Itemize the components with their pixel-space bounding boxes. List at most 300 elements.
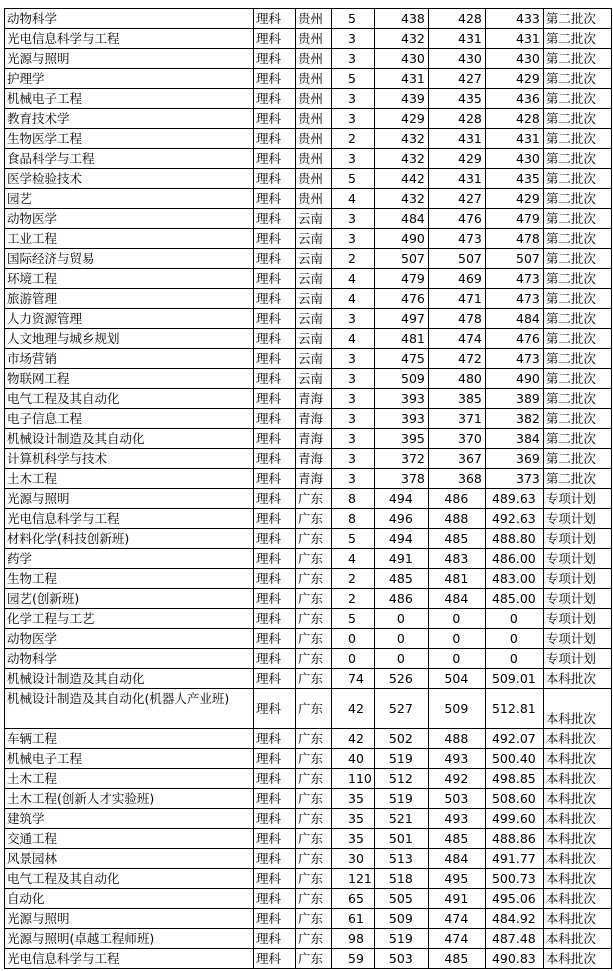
avg-score-cell: 382 xyxy=(485,409,543,429)
category-cell: 理科 xyxy=(254,69,296,89)
avg-score-cell: 436 xyxy=(485,89,543,109)
table-row xyxy=(5,409,612,429)
major-cell: 人力资源管理 xyxy=(5,309,254,329)
max-score-cell: 438 xyxy=(374,9,428,29)
avg-score-cell: 489.63 xyxy=(485,489,543,509)
max-score-cell: 372 xyxy=(374,449,428,469)
batch-cell: 第二批次 xyxy=(543,369,611,389)
batch-cell: 第二批次 xyxy=(543,289,611,309)
table-row xyxy=(5,469,612,489)
batch-cell: 专项计划 xyxy=(543,569,611,589)
batch-cell: 本科批次 xyxy=(543,749,611,769)
max-score-cell: 395 xyxy=(374,429,428,449)
table-row xyxy=(5,809,612,829)
plan-count-cell: 8 xyxy=(332,489,375,509)
batch-cell: 专项计划 xyxy=(543,609,611,629)
major-cell: 光电信息科学与工程 xyxy=(5,949,254,969)
major-cell: 机械设计制造及其自动化 xyxy=(5,669,254,689)
major-cell: 光源与照明 xyxy=(5,489,254,509)
plan-count-cell: 3 xyxy=(332,349,375,369)
batch-cell: 本科批次 xyxy=(543,669,611,689)
max-score-cell: 496 xyxy=(374,509,428,529)
province-cell: 广东 xyxy=(296,729,332,749)
min-score-cell: 503 xyxy=(428,789,485,809)
plan-count-cell: 3 xyxy=(332,389,375,409)
max-score-cell: 527 xyxy=(374,689,428,729)
avg-score-cell: 429 xyxy=(485,69,543,89)
province-cell: 青海 xyxy=(296,469,332,489)
category-cell: 理科 xyxy=(254,289,296,309)
min-score-cell: 492 xyxy=(428,769,485,789)
avg-score-cell: 484 xyxy=(485,309,543,329)
major-cell: 药学 xyxy=(5,549,254,569)
table-row xyxy=(5,489,612,509)
max-score-cell: 509 xyxy=(374,369,428,389)
avg-score-cell: 485.00 xyxy=(485,589,543,609)
major-cell: 动物科学 xyxy=(5,9,254,29)
province-cell: 云南 xyxy=(296,329,332,349)
batch-cell: 第二批次 xyxy=(543,389,611,409)
avg-score-cell: 490.83 xyxy=(485,949,543,969)
category-cell: 理科 xyxy=(254,89,296,109)
table-row xyxy=(5,589,612,609)
max-score-cell: 485 xyxy=(374,569,428,589)
min-score-cell: 435 xyxy=(428,89,485,109)
province-cell: 贵州 xyxy=(296,109,332,129)
province-cell: 贵州 xyxy=(296,189,332,209)
major-cell: 土木工程(创新人才实验班) xyxy=(5,789,254,809)
avg-score-cell: 512.81 xyxy=(485,689,543,729)
plan-count-cell: 3 xyxy=(332,309,375,329)
province-cell: 云南 xyxy=(296,349,332,369)
max-score-cell: 526 xyxy=(374,669,428,689)
plan-count-cell: 5 xyxy=(332,169,375,189)
province-cell: 广东 xyxy=(296,489,332,509)
category-cell: 理科 xyxy=(254,549,296,569)
major-cell: 机械设计制造及其自动化(机器人产业班) xyxy=(5,689,254,729)
max-score-cell: 432 xyxy=(374,129,428,149)
major-cell: 动物医学 xyxy=(5,209,254,229)
table-row xyxy=(5,689,612,729)
province-cell: 贵州 xyxy=(296,89,332,109)
batch-cell: 第二批次 xyxy=(543,89,611,109)
plan-count-cell: 3 xyxy=(332,109,375,129)
batch-cell: 专项计划 xyxy=(543,589,611,609)
avg-score-cell: 384 xyxy=(485,429,543,449)
batch-cell: 第二批次 xyxy=(543,49,611,69)
max-score-cell: 494 xyxy=(374,489,428,509)
min-score-cell: 486 xyxy=(428,489,485,509)
min-score-cell: 484 xyxy=(428,849,485,869)
min-score-cell: 493 xyxy=(428,749,485,769)
min-score-cell: 485 xyxy=(428,529,485,549)
table-row xyxy=(5,889,612,909)
max-score-cell: 509 xyxy=(374,909,428,929)
max-score-cell: 494 xyxy=(374,529,428,549)
max-score-cell: 518 xyxy=(374,869,428,889)
province-cell: 广东 xyxy=(296,889,332,909)
avg-score-cell: 486.00 xyxy=(485,549,543,569)
category-cell: 理科 xyxy=(254,809,296,829)
province-cell: 广东 xyxy=(296,749,332,769)
min-score-cell: 474 xyxy=(428,929,485,949)
plan-count-cell: 35 xyxy=(332,789,375,809)
category-cell: 理科 xyxy=(254,669,296,689)
batch-cell: 第二批次 xyxy=(543,429,611,449)
max-score-cell: 519 xyxy=(374,789,428,809)
plan-count-cell: 4 xyxy=(332,329,375,349)
category-cell: 理科 xyxy=(254,269,296,289)
province-cell: 云南 xyxy=(296,309,332,329)
avg-score-cell: 499.60 xyxy=(485,809,543,829)
min-score-cell: 480 xyxy=(428,369,485,389)
batch-cell: 第二批次 xyxy=(543,109,611,129)
min-score-cell: 385 xyxy=(428,389,485,409)
table-row xyxy=(5,29,612,49)
major-cell: 国际经济与贸易 xyxy=(5,249,254,269)
major-cell: 车辆工程 xyxy=(5,729,254,749)
max-score-cell: 481 xyxy=(374,329,428,349)
table-row xyxy=(5,629,612,649)
max-score-cell: 502 xyxy=(374,729,428,749)
table-row xyxy=(5,369,612,389)
plan-count-cell: 4 xyxy=(332,269,375,289)
max-score-cell: 503 xyxy=(374,949,428,969)
avg-score-cell: 428 xyxy=(485,109,543,129)
category-cell: 理科 xyxy=(254,169,296,189)
max-score-cell: 0 xyxy=(374,649,428,669)
avg-score-cell: 490 xyxy=(485,369,543,389)
province-cell: 广东 xyxy=(296,829,332,849)
category-cell: 理科 xyxy=(254,509,296,529)
batch-cell: 本科批次 xyxy=(543,869,611,889)
min-score-cell: 472 xyxy=(428,349,485,369)
table-row xyxy=(5,389,612,409)
admission-scores-table xyxy=(4,8,612,969)
major-cell: 医学检验技术 xyxy=(5,169,254,189)
plan-count-cell: 8 xyxy=(332,509,375,529)
avg-score-cell: 473 xyxy=(485,349,543,369)
plan-count-cell: 5 xyxy=(332,9,375,29)
plan-count-cell: 65 xyxy=(332,889,375,909)
table-row xyxy=(5,249,612,269)
max-score-cell: 432 xyxy=(374,189,428,209)
avg-score-cell: 476 xyxy=(485,329,543,349)
province-cell: 贵州 xyxy=(296,29,332,49)
min-score-cell: 504 xyxy=(428,669,485,689)
max-score-cell: 484 xyxy=(374,209,428,229)
category-cell: 理科 xyxy=(254,869,296,889)
avg-score-cell: 431 xyxy=(485,129,543,149)
plan-count-cell: 2 xyxy=(332,569,375,589)
avg-score-cell: 487.48 xyxy=(485,929,543,949)
avg-score-cell: 492.63 xyxy=(485,509,543,529)
avg-score-cell: 509.01 xyxy=(485,669,543,689)
major-cell: 物联网工程 xyxy=(5,369,254,389)
batch-cell: 本科批次 xyxy=(543,809,611,829)
category-cell: 理科 xyxy=(254,409,296,429)
major-cell: 机械电子工程 xyxy=(5,749,254,769)
category-cell: 理科 xyxy=(254,569,296,589)
table-row xyxy=(5,329,612,349)
avg-score-cell: 0 xyxy=(485,629,543,649)
category-cell: 理科 xyxy=(254,689,296,729)
category-cell: 理科 xyxy=(254,629,296,649)
plan-count-cell: 0 xyxy=(332,649,375,669)
category-cell: 理科 xyxy=(254,229,296,249)
province-cell: 广东 xyxy=(296,649,332,669)
table-row xyxy=(5,349,612,369)
plan-count-cell: 61 xyxy=(332,909,375,929)
major-cell: 光源与照明 xyxy=(5,49,254,69)
category-cell: 理科 xyxy=(254,789,296,809)
table-row xyxy=(5,789,612,809)
avg-score-cell: 479 xyxy=(485,209,543,229)
province-cell: 青海 xyxy=(296,389,332,409)
category-cell: 理科 xyxy=(254,249,296,269)
category-cell: 理科 xyxy=(254,449,296,469)
table-row xyxy=(5,869,612,889)
plan-count-cell: 59 xyxy=(332,949,375,969)
avg-score-cell: 389 xyxy=(485,389,543,409)
batch-cell: 第二批次 xyxy=(543,29,611,49)
avg-score-cell: 435 xyxy=(485,169,543,189)
max-score-cell: 501 xyxy=(374,829,428,849)
min-score-cell: 478 xyxy=(428,309,485,329)
province-cell: 青海 xyxy=(296,409,332,429)
min-score-cell: 474 xyxy=(428,909,485,929)
avg-score-cell: 495.06 xyxy=(485,889,543,909)
min-score-cell: 431 xyxy=(428,29,485,49)
province-cell: 贵州 xyxy=(296,129,332,149)
min-score-cell: 427 xyxy=(428,189,485,209)
max-score-cell: 479 xyxy=(374,269,428,289)
major-cell: 生物工程 xyxy=(5,569,254,589)
table-row xyxy=(5,149,612,169)
province-cell: 广东 xyxy=(296,769,332,789)
major-cell: 环境工程 xyxy=(5,269,254,289)
min-score-cell: 431 xyxy=(428,129,485,149)
province-cell: 云南 xyxy=(296,269,332,289)
table-row xyxy=(5,169,612,189)
category-cell: 理科 xyxy=(254,209,296,229)
batch-cell: 专项计划 xyxy=(543,629,611,649)
province-cell: 广东 xyxy=(296,509,332,529)
max-score-cell: 378 xyxy=(374,469,428,489)
avg-score-cell: 473 xyxy=(485,269,543,289)
category-cell: 理科 xyxy=(254,349,296,369)
min-score-cell: 368 xyxy=(428,469,485,489)
major-cell: 土木工程 xyxy=(5,469,254,489)
major-cell: 风景园林 xyxy=(5,849,254,869)
min-score-cell: 428 xyxy=(428,9,485,29)
batch-cell: 本科批次 xyxy=(543,729,611,749)
avg-score-cell: 433 xyxy=(485,9,543,29)
table-row xyxy=(5,89,612,109)
min-score-cell: 484 xyxy=(428,589,485,609)
min-score-cell: 473 xyxy=(428,229,485,249)
category-cell: 理科 xyxy=(254,729,296,749)
table-row xyxy=(5,569,612,589)
category-cell: 理科 xyxy=(254,529,296,549)
table-row xyxy=(5,209,612,229)
max-score-cell: 505 xyxy=(374,889,428,909)
min-score-cell: 509 xyxy=(428,689,485,729)
province-cell: 广东 xyxy=(296,849,332,869)
batch-cell: 本科批次 xyxy=(543,829,611,849)
category-cell: 理科 xyxy=(254,649,296,669)
province-cell: 广东 xyxy=(296,949,332,969)
batch-cell: 本科批次 xyxy=(543,769,611,789)
plan-count-cell: 3 xyxy=(332,29,375,49)
max-score-cell: 486 xyxy=(374,589,428,609)
avg-score-cell: 430 xyxy=(485,49,543,69)
batch-cell: 第二批次 xyxy=(543,189,611,209)
province-cell: 云南 xyxy=(296,209,332,229)
major-cell: 机械设计制造及其自动化 xyxy=(5,429,254,449)
table-row xyxy=(5,9,612,29)
major-cell: 食品科学与工程 xyxy=(5,149,254,169)
max-score-cell: 432 xyxy=(374,29,428,49)
table-row xyxy=(5,129,612,149)
table-row xyxy=(5,669,612,689)
province-cell: 广东 xyxy=(296,609,332,629)
province-cell: 广东 xyxy=(296,869,332,889)
table-row xyxy=(5,549,612,569)
category-cell: 理科 xyxy=(254,389,296,409)
batch-cell: 本科批次 xyxy=(543,929,611,949)
category-cell: 理科 xyxy=(254,189,296,209)
table-row xyxy=(5,729,612,749)
category-cell: 理科 xyxy=(254,949,296,969)
province-cell: 贵州 xyxy=(296,149,332,169)
min-score-cell: 507 xyxy=(428,249,485,269)
table-row xyxy=(5,289,612,309)
min-score-cell: 431 xyxy=(428,169,485,189)
min-score-cell: 488 xyxy=(428,509,485,529)
major-cell: 旅游管理 xyxy=(5,289,254,309)
batch-cell: 本科批次 xyxy=(543,909,611,929)
province-cell: 云南 xyxy=(296,229,332,249)
province-cell: 贵州 xyxy=(296,169,332,189)
batch-cell: 第二批次 xyxy=(543,9,611,29)
max-score-cell: 512 xyxy=(374,769,428,789)
province-cell: 广东 xyxy=(296,589,332,609)
batch-cell: 第二批次 xyxy=(543,469,611,489)
min-score-cell: 427 xyxy=(428,69,485,89)
province-cell: 广东 xyxy=(296,669,332,689)
major-cell: 电气工程及其自动化 xyxy=(5,869,254,889)
batch-cell: 专项计划 xyxy=(543,509,611,529)
table-row xyxy=(5,609,612,629)
category-cell: 理科 xyxy=(254,769,296,789)
batch-cell: 专项计划 xyxy=(543,649,611,669)
category-cell: 理科 xyxy=(254,749,296,769)
min-score-cell: 474 xyxy=(428,329,485,349)
batch-cell: 本科批次 xyxy=(543,949,611,969)
province-cell: 青海 xyxy=(296,449,332,469)
major-cell: 光电信息科学与工程 xyxy=(5,29,254,49)
province-cell: 贵州 xyxy=(296,69,332,89)
batch-cell: 本科批次 xyxy=(543,889,611,909)
avg-score-cell: 429 xyxy=(485,189,543,209)
min-score-cell: 0 xyxy=(428,649,485,669)
min-score-cell: 429 xyxy=(428,149,485,169)
max-score-cell: 475 xyxy=(374,349,428,369)
batch-cell: 第二批次 xyxy=(543,129,611,149)
min-score-cell: 471 xyxy=(428,289,485,309)
min-score-cell: 367 xyxy=(428,449,485,469)
batch-cell: 第二批次 xyxy=(543,309,611,329)
avg-score-cell: 431 xyxy=(485,29,543,49)
table-row xyxy=(5,449,612,469)
major-cell: 光源与照明 xyxy=(5,909,254,929)
plan-count-cell: 74 xyxy=(332,669,375,689)
major-cell: 工业工程 xyxy=(5,229,254,249)
min-score-cell: 469 xyxy=(428,269,485,289)
plan-count-cell: 98 xyxy=(332,929,375,949)
max-score-cell: 430 xyxy=(374,49,428,69)
avg-score-cell: 0 xyxy=(485,609,543,629)
avg-score-cell: 498.85 xyxy=(485,769,543,789)
major-cell: 电气工程及其自动化 xyxy=(5,389,254,409)
batch-cell: 第二批次 xyxy=(543,449,611,469)
plan-count-cell: 3 xyxy=(332,429,375,449)
major-cell: 计算机科学与技术 xyxy=(5,449,254,469)
plan-count-cell: 110 xyxy=(332,769,375,789)
min-score-cell: 481 xyxy=(428,569,485,589)
category-cell: 理科 xyxy=(254,109,296,129)
max-score-cell: 507 xyxy=(374,249,428,269)
plan-count-cell: 5 xyxy=(332,609,375,629)
major-cell: 护理学 xyxy=(5,69,254,89)
batch-cell: 本科批次 xyxy=(543,789,611,809)
plan-count-cell: 5 xyxy=(332,69,375,89)
avg-score-cell: 488.86 xyxy=(485,829,543,849)
province-cell: 广东 xyxy=(296,809,332,829)
plan-count-cell: 2 xyxy=(332,249,375,269)
max-score-cell: 476 xyxy=(374,289,428,309)
plan-count-cell: 3 xyxy=(332,469,375,489)
plan-count-cell: 3 xyxy=(332,49,375,69)
table-row xyxy=(5,509,612,529)
plan-count-cell: 121 xyxy=(332,869,375,889)
batch-cell: 第二批次 xyxy=(543,349,611,369)
table-row xyxy=(5,769,612,789)
plan-count-cell: 40 xyxy=(332,749,375,769)
category-cell: 理科 xyxy=(254,889,296,909)
max-score-cell: 497 xyxy=(374,309,428,329)
major-cell: 园艺(创新班) xyxy=(5,589,254,609)
batch-cell: 第二批次 xyxy=(543,69,611,89)
max-score-cell: 393 xyxy=(374,409,428,429)
plan-count-cell: 3 xyxy=(332,209,375,229)
table-row xyxy=(5,929,612,949)
plan-count-cell: 3 xyxy=(332,89,375,109)
table-row xyxy=(5,829,612,849)
category-cell: 理科 xyxy=(254,589,296,609)
batch-cell: 第二批次 xyxy=(543,409,611,429)
min-score-cell: 488 xyxy=(428,729,485,749)
avg-score-cell: 473 xyxy=(485,289,543,309)
category-cell: 理科 xyxy=(254,149,296,169)
plan-count-cell: 5 xyxy=(332,529,375,549)
major-cell: 自动化 xyxy=(5,889,254,909)
max-score-cell: 431 xyxy=(374,69,428,89)
plan-count-cell: 3 xyxy=(332,369,375,389)
major-cell: 电子信息工程 xyxy=(5,409,254,429)
max-score-cell: 0 xyxy=(374,609,428,629)
